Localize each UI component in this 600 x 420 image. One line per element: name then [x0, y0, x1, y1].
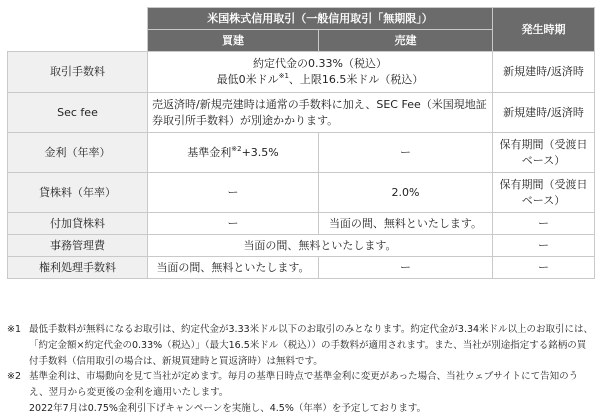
footnote-text: 最低手数料が無料になるお取引は、約定代金が3.33米ドル以下のお取引のみとなります。約定代金が3.34米ドル以上のお取引には、「約定金額×約定代金の0.33%（税込）」（最大16.5米ドル（税込））の手数料が適用されます。また、当社が別途指定する銘柄の買付手数料（信用取引の場合は、新規買建時と買返済時）は無料です。	[29, 324, 594, 367]
table-row	[8, 133, 595, 173]
footnote-1	[7, 322, 595, 369]
table-row	[8, 52, 595, 93]
trade-fee-line1: 約定代金の0.33%（税込）	[253, 57, 387, 70]
admin-value: 当面の間、無料といたします。	[148, 235, 493, 257]
table-row	[8, 235, 595, 257]
row-label-rights: 権利処理手数料	[8, 257, 148, 279]
table-row	[8, 173, 595, 213]
row-label-admin: 事務管理費	[8, 235, 148, 257]
rights-timing: ー	[493, 257, 595, 279]
table-corner-2	[8, 30, 148, 52]
additional-buy: ー	[148, 213, 319, 235]
trade-fee-line2: 最低0米ドル$^{※1}$、上限16.5米ドル（税込）	[216, 72, 424, 86]
admin-timing: ー	[493, 235, 595, 257]
row-label-interest: 金利（年率）	[8, 133, 148, 173]
interest-timing: 保有期間（受渡日ベース）	[493, 133, 595, 173]
lending-timing: 保有期間（受渡日ベース）	[493, 173, 595, 213]
timing-header: 発生時期	[493, 8, 595, 52]
footnotes	[7, 322, 595, 417]
sec-fee-value: 売返済時/新規売建時は通常の手数料に加え、SEC Fee（米国現地証券取引所手数料）が別途かかります。	[148, 93, 493, 133]
row-label-additional: 付加貸株料	[8, 213, 148, 235]
interest-sell: ー	[319, 133, 493, 173]
table-corner	[8, 8, 148, 30]
footnote-mark: ※1	[7, 324, 22, 335]
row-label-trade-fee: 取引手数料	[8, 52, 148, 93]
trade-fee-value	[148, 52, 493, 93]
row-label-sec-fee: Sec fee	[8, 93, 148, 133]
rights-buy: 当面の間、無料といたします。	[148, 257, 319, 279]
sell-header: 売建	[319, 30, 493, 52]
footnote-mark: ※2	[7, 371, 22, 383]
table-row	[8, 93, 595, 133]
table-row	[8, 213, 595, 235]
interest-buy: 基準金利$^{※2}$+3.5%	[148, 133, 319, 173]
row-label-lending: 貸株料（年率）	[8, 173, 148, 213]
table-row	[8, 257, 595, 279]
footnote-text: 基準金利は、市場動向を見て当社が定めます。毎月の基準日時点で基準金利に変更があった場合、当社ウェブサイトにて告知のうえ、翌月から変更後の金利を適用いたします。	[29, 371, 579, 399]
rights-sell: ー	[319, 257, 493, 279]
lending-sell: 2.0%	[319, 173, 493, 213]
additional-timing: ー	[493, 213, 595, 235]
footnote-2	[7, 369, 595, 401]
lending-buy: ー	[148, 173, 319, 213]
buy-header: 買建	[148, 30, 319, 52]
trade-fee-timing: 新規建時/返済時	[493, 52, 595, 93]
footnote-2-extra: 2022年7月は0.75%金利引下げキャンペーンを実施し、4.5%（年率）を予定しております。	[29, 402, 427, 414]
fee-table	[7, 7, 595, 279]
additional-sell: 当面の間、無料といたします。	[319, 213, 493, 235]
table-title: 米国株式信用取引（一般信用取引「無期限」）	[148, 8, 493, 30]
sec-fee-timing: 新規建時/返済時	[493, 93, 595, 133]
